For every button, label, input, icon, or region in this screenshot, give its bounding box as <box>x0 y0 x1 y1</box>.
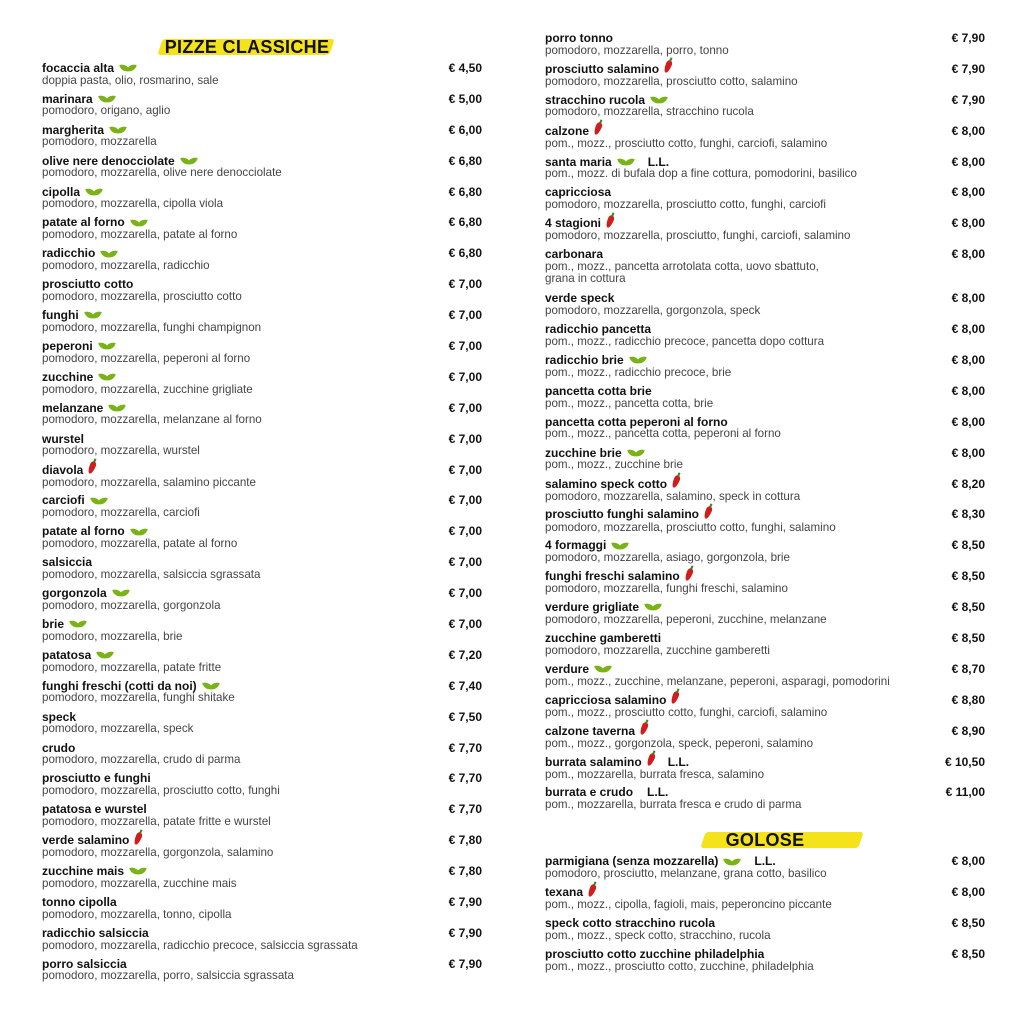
leaf-icon <box>612 542 628 551</box>
menu-item <box>545 385 985 416</box>
item-description: pom., mozz., zucchine, melanzane, peperoni, asparagi, pomodorini <box>545 674 890 688</box>
item-price: € 7,90 <box>448 925 482 940</box>
item-name: radicchio pancetta <box>545 322 652 337</box>
item-price: € 6,80 <box>448 184 482 199</box>
item-description: pomodoro, mozzarella, gorgonzola <box>42 598 221 612</box>
chili-icon <box>641 725 647 738</box>
ll-label: L.L. <box>754 854 776 869</box>
menu-item <box>545 756 985 787</box>
item-name: prosciutto salamino <box>545 61 660 76</box>
item-price: € 7,90 <box>951 31 985 45</box>
item-description: pomodoro, mozzarella, tonno, cipolla <box>42 907 232 921</box>
menu-item <box>42 680 482 711</box>
section-heading-golose <box>545 825 985 855</box>
menu-item <box>545 694 985 725</box>
item-price: € 7,00 <box>448 555 482 570</box>
leaf-icon <box>130 867 146 876</box>
item-description: pomodoro, mozzarella, brie <box>42 629 183 643</box>
leaf-icon <box>99 95 115 104</box>
menu-list-golose <box>545 855 985 979</box>
item-price: € 8,00 <box>951 885 985 900</box>
item-description: pomodoro, prosciutto, melanzane, grana cotto, basilico <box>545 866 827 880</box>
menu-item <box>42 155 482 186</box>
leaf-icon <box>181 157 197 166</box>
menu-item <box>42 371 482 402</box>
item-description: pomodoro, mozzarella, salsiccia sgrassata <box>42 567 261 581</box>
item-description: pomodoro, mozzarella, crudo di parma <box>42 753 241 767</box>
item-price: € 7,00 <box>448 369 482 384</box>
leaf-icon <box>70 620 86 629</box>
item-name: carciofi <box>42 493 85 508</box>
item-price: € 10,50 <box>944 754 985 769</box>
item-price: € 4,50 <box>448 61 482 75</box>
item-price: € 7,70 <box>448 771 482 786</box>
item-description: pomodoro, mozzarella, asiago, gorgonzola, brie <box>545 550 790 564</box>
item-description-line2: grana in cottura <box>545 272 626 286</box>
item-price: € 8,00 <box>951 247 985 262</box>
item-description: pomodoro, mozzarella, porro, salsiccia sgrassata <box>42 969 294 983</box>
item-price: € 8,00 <box>951 445 985 460</box>
item-description: pomodoro, mozzarella, prosciutto cotto <box>42 289 242 303</box>
menu-item <box>42 556 482 587</box>
item-price: € 6,80 <box>448 246 482 261</box>
item-description: pom., mozz., pancetta arrotolata cotta, uovo sbattuto, <box>545 259 819 273</box>
item-name: pancetta cotta peperoni al forno <box>545 414 728 429</box>
item-name: calzone <box>545 123 590 138</box>
menu-item <box>545 886 985 917</box>
menu-column-left <box>42 32 482 989</box>
menu-item <box>42 247 482 278</box>
menu-item <box>545 539 985 570</box>
item-description: pomodoro, mozzarella, zucchine gamberetti <box>545 643 770 657</box>
item-name: speck <box>42 709 77 724</box>
item-description: pom., mozzarella, burrata fresca, salamino <box>545 767 765 781</box>
item-name: zucchine mais <box>42 864 125 879</box>
item-name: stracchino rucola <box>545 92 646 107</box>
item-name: radicchio salsiccia <box>42 925 149 940</box>
item-description: pom., mozz., cipolla, fagioli, mais, peperoncino piccante <box>545 898 832 912</box>
item-name: capricciosa salamino <box>545 692 667 707</box>
item-price: € 8,00 <box>951 322 985 337</box>
leaf-icon <box>724 858 740 867</box>
menu-item <box>545 63 985 94</box>
item-description: pom., mozz., radicchio precoce, brie <box>545 365 732 379</box>
menu-item <box>42 927 482 958</box>
item-price: € 7,70 <box>448 802 482 817</box>
menu-item <box>545 786 985 817</box>
item-name: pancetta cotta brie <box>545 383 652 398</box>
menu-item <box>42 525 482 556</box>
menu-item <box>42 62 482 93</box>
menu-item <box>545 948 985 979</box>
item-name: funghi <box>42 308 79 323</box>
item-description: pomodoro, mozzarella, radicchio precoce, salsiccia sgrassata <box>42 938 358 952</box>
item-description: pom., mozz., radicchio precoce, pancetta dopo cottura <box>545 334 825 348</box>
section-title: PIZZE CLASSICHE <box>164 37 330 57</box>
item-price: € 7,90 <box>448 895 482 910</box>
item-price: € 7,50 <box>448 709 482 724</box>
item-description: pomodoro, mozzarella, prosciutto cotto, funghi, carciofi <box>545 198 826 212</box>
leaf-icon <box>99 342 115 351</box>
menu-column-right <box>545 32 985 979</box>
item-description: pomodoro, mozzarella, speck <box>42 722 194 736</box>
leaf-icon <box>131 219 147 228</box>
item-description: pom., mozz., zucchine brie <box>545 458 683 472</box>
item-name: patate al forno <box>42 524 125 539</box>
item-description: pomodoro, mozzarella, radicchio <box>42 258 210 272</box>
item-name: carbonara <box>545 247 604 262</box>
item-name: prosciutto cotto <box>42 277 134 292</box>
item-description: pomodoro, mozzarella, salamino, speck in cottura <box>545 489 801 503</box>
item-description: pomodoro, mozzarella, gorgonzola, speck <box>545 303 761 317</box>
item-price: € 5,00 <box>448 91 482 106</box>
item-description: pomodoro, mozzarella, gorgonzola, salamino <box>42 846 274 860</box>
menu-item <box>545 292 985 323</box>
item-name: olive nere denocciolate <box>42 153 175 168</box>
menu-item <box>42 587 482 618</box>
menu-item <box>42 865 482 896</box>
menu-item <box>545 186 985 217</box>
item-price: € 8,50 <box>951 947 985 962</box>
item-name: zucchine <box>42 369 94 384</box>
item-description: pomodoro, mozzarella, peperoni, zucchine, melanzane <box>545 612 827 626</box>
item-description: pom., mozz., prosciutto cotto, zucchine, philadelphia <box>545 959 814 973</box>
item-name: brie <box>42 617 65 632</box>
item-description: pomodoro, mozzarella, patate fritte e wurstel <box>42 814 271 828</box>
menu-item <box>545 354 985 385</box>
item-price: € 8,50 <box>951 916 985 931</box>
menu-list-classiche-continued <box>545 32 985 817</box>
item-name: parmigiana (senza mozzarella) <box>545 854 719 869</box>
item-description: pomodoro, mozzarella, wurstel <box>42 444 200 458</box>
menu-item <box>545 632 985 663</box>
menu-item <box>545 447 985 478</box>
menu-item <box>545 601 985 632</box>
leaf-icon <box>203 682 219 691</box>
menu-item <box>42 711 482 742</box>
chili-icon <box>648 756 654 769</box>
item-price: € 7,70 <box>448 740 482 755</box>
leaf-icon <box>628 449 644 458</box>
item-price: € 8,30 <box>951 507 985 522</box>
item-name: calzone taverna <box>545 723 636 738</box>
item-name: focaccia alta <box>42 61 115 75</box>
item-price: € 6,80 <box>448 215 482 230</box>
item-price: € 8,50 <box>951 631 985 646</box>
item-name: diavola <box>42 462 84 477</box>
item-name: burrata salamino <box>545 754 642 769</box>
item-price: € 8,00 <box>951 383 985 398</box>
item-name: speck cotto stracchino rucola <box>545 916 716 931</box>
item-name: funghi freschi (cotti da noi) <box>42 678 197 693</box>
item-price: € 7,00 <box>448 493 482 508</box>
item-description: pomodoro, mozzarella, olive nere denocciolate <box>42 166 282 180</box>
item-price: € 6,80 <box>448 153 482 168</box>
item-name: capricciosa <box>545 185 612 200</box>
item-name: radicchio <box>42 246 96 261</box>
item-description: pomodoro, mozzarella, patate al forno <box>42 228 238 242</box>
item-description: pomodoro, mozzarella, stracchino rucola <box>545 105 754 119</box>
menu-item <box>545 248 985 292</box>
item-name: marinara <box>42 91 93 106</box>
item-description: pomodoro, mozzarella, funghi champignon <box>42 320 262 334</box>
item-description: pomodoro, mozzarella, prosciutto cotto, funghi <box>42 784 280 798</box>
item-name: patatosa <box>42 647 92 662</box>
item-price: € 8,00 <box>951 216 985 231</box>
item-name: patate al forno <box>42 215 125 230</box>
menu-item <box>545 855 985 886</box>
item-name: verde salamino <box>42 833 130 848</box>
item-name: radicchio brie <box>545 353 624 368</box>
ll-label: L.L. <box>667 754 690 769</box>
item-price: € 7,20 <box>448 647 482 662</box>
menu-item <box>545 917 985 948</box>
item-name: burrata e crudo <box>545 785 634 800</box>
item-name: funghi freschi salamino <box>545 569 680 584</box>
item-description: pomodoro, mozzarella, porro, tonno <box>545 43 729 57</box>
menu-item <box>42 216 482 247</box>
item-name: peperoni <box>42 339 93 354</box>
item-description: pomodoro, mozzarella, prosciutto cotto, funghi, salamino <box>545 520 836 534</box>
item-price: € 8,00 <box>951 414 985 429</box>
item-price: € 8,50 <box>951 538 985 553</box>
item-description: pom., mozz., speck cotto, stracchino, rucola <box>545 928 771 942</box>
item-price: € 8,00 <box>951 291 985 306</box>
item-price: € 8,80 <box>951 692 985 707</box>
item-description: pomodoro, mozzarella, melanzane al forno <box>42 413 262 427</box>
item-name: porro salsiccia <box>42 956 127 971</box>
leaf-icon <box>86 188 102 197</box>
item-description: pomodoro, mozzarella, zucchine grigliate <box>42 382 253 396</box>
menu-item <box>42 834 482 865</box>
item-name: verde speck <box>545 291 615 306</box>
item-price: € 8,70 <box>951 661 985 676</box>
item-description: pomodoro, mozzarella, prosciutto, funghi, carciofi, salamino <box>545 229 851 243</box>
item-description: pomodoro, mozzarella, cipolla viola <box>42 197 224 211</box>
item-price: € 8,00 <box>951 123 985 138</box>
item-description: pomodoro, mozzarella, carciofi <box>42 506 200 520</box>
item-name: wurstel <box>42 431 85 446</box>
item-description: pom., mozz., gorgonzola, speck, peperoni, salamino <box>545 736 814 750</box>
item-name: margherita <box>42 122 105 137</box>
item-description: pomodoro, mozzarella, funghi freschi, salamino <box>545 582 788 596</box>
menu-item <box>545 94 985 125</box>
item-price: € 7,80 <box>448 833 482 848</box>
item-description: pomodoro, mozzarella, prosciutto cotto, salamino <box>545 75 798 89</box>
menu-item <box>42 742 482 773</box>
menu-item <box>545 478 985 509</box>
item-description: pom., mozz., pancetta cotta, peperoni al forno <box>545 427 781 441</box>
item-price: € 7,00 <box>448 524 482 539</box>
leaf-icon <box>97 651 113 660</box>
menu-item <box>545 125 985 156</box>
item-description: pom., mozz., prosciutto cotto, funghi, carciofi, salamino <box>545 705 828 719</box>
leaf-icon <box>120 64 136 73</box>
menu-item <box>42 124 482 155</box>
item-price: € 8,00 <box>951 185 985 200</box>
ll-label: L.L. <box>647 785 669 800</box>
item-price: € 7,90 <box>448 956 482 971</box>
item-price: € 7,80 <box>448 864 482 879</box>
leaf-icon <box>91 497 107 506</box>
menu-item <box>545 217 985 248</box>
menu-item <box>42 186 482 217</box>
item-description: pomodoro, mozzarella, patate fritte <box>42 660 222 674</box>
item-price: € 7,00 <box>448 431 482 446</box>
item-name: zucchine gamberetti <box>545 631 662 646</box>
item-price: € 7,00 <box>448 617 482 632</box>
item-price: € 7,00 <box>448 462 482 477</box>
chili-icon <box>595 125 601 138</box>
item-price: € 8,00 <box>951 854 985 869</box>
menu-item <box>42 278 482 309</box>
menu-item <box>545 156 985 187</box>
leaf-icon <box>101 250 117 259</box>
menu-item <box>42 803 482 834</box>
item-price: € 7,00 <box>448 339 482 354</box>
item-name: salamino speck cotto <box>545 476 668 491</box>
item-price: € 8,90 <box>951 723 985 738</box>
item-price: € 7,00 <box>448 400 482 415</box>
item-description: pom., mozz. di bufala dop a fine cottura, pomodorini, basilico <box>545 167 857 181</box>
section-title: GOLOSE <box>725 830 805 851</box>
leaf-icon <box>618 158 634 167</box>
item-price: € 6,00 <box>448 122 482 137</box>
menu-item <box>42 93 482 124</box>
item-description: pomodoro, mozzarella, zucchine mais <box>42 876 237 890</box>
leaf-icon <box>630 356 646 365</box>
menu-item <box>545 323 985 354</box>
leaf-icon <box>109 404 125 413</box>
menu-item <box>42 433 482 464</box>
item-price: € 8,20 <box>951 476 985 491</box>
item-name: prosciutto e funghi <box>42 771 151 786</box>
item-price: € 7,40 <box>448 678 482 693</box>
menu-item <box>42 896 482 927</box>
item-name: crudo <box>42 740 76 755</box>
item-name: 4 stagioni <box>545 216 602 231</box>
item-name: patatosa e wurstel <box>42 802 147 817</box>
menu-list-classiche <box>42 62 482 989</box>
item-name: tonno cipolla <box>42 895 117 910</box>
item-price: € 7,00 <box>448 277 482 292</box>
item-price: € 7,00 <box>448 586 482 601</box>
item-price: € 7,00 <box>448 308 482 323</box>
menu-item <box>42 402 482 433</box>
item-description: pomodoro, origano, aglio <box>42 104 171 118</box>
chili-icon <box>89 464 95 477</box>
item-description: doppia pasta, olio, rosmarino, sale <box>42 73 219 87</box>
item-description: pom., mozzarella, burrata fresca e crudo di parma <box>545 798 802 812</box>
item-price: € 7,90 <box>951 92 985 107</box>
leaf-icon <box>110 126 126 135</box>
ll-label: L.L. <box>647 154 670 169</box>
menu-item <box>42 494 482 525</box>
menu-item <box>545 416 985 447</box>
item-description: pom., mozz., prosciutto cotto, funghi, carciofi, salamino <box>545 136 828 150</box>
item-name: texana <box>545 885 584 900</box>
menu-item <box>545 508 985 539</box>
item-description: pomodoro, mozzarella, patate al forno <box>42 536 238 550</box>
menu-item <box>545 663 985 694</box>
leaf-icon <box>99 373 115 382</box>
menu-item <box>42 464 482 495</box>
item-name: gorgonzola <box>42 586 107 601</box>
leaf-icon <box>113 589 129 598</box>
item-name: 4 formaggi <box>545 538 607 553</box>
item-price: € 8,00 <box>951 353 985 368</box>
item-name: porro tonno <box>545 31 613 45</box>
leaf-icon <box>651 96 667 105</box>
chili-icon <box>673 478 679 491</box>
leaf-icon <box>85 311 101 320</box>
item-name: prosciutto funghi salamino <box>545 507 700 522</box>
item-name: salsiccia <box>42 555 93 570</box>
menu-item <box>42 772 482 803</box>
item-name: verdure grigliate <box>545 600 640 615</box>
leaf-icon <box>595 665 611 674</box>
item-price: € 11,00 <box>945 785 985 800</box>
item-description: pom., mozz., pancetta cotta, brie <box>545 396 714 410</box>
menu-item <box>42 309 482 340</box>
item-price: € 8,00 <box>951 154 985 169</box>
item-name: santa maria <box>545 154 612 169</box>
item-name: melanzane <box>42 400 104 415</box>
leaf-icon <box>645 603 661 612</box>
menu-item <box>42 649 482 680</box>
item-description: pomodoro, mozzarella, funghi shitake <box>42 691 235 705</box>
menu-item <box>545 32 985 63</box>
item-name: prosciutto cotto zucchine philadelphia <box>545 947 765 962</box>
leaf-icon <box>131 528 147 537</box>
item-price: € 7,90 <box>951 61 985 76</box>
menu-item <box>42 618 482 649</box>
menu-item <box>545 725 985 756</box>
item-description: pomodoro, mozzarella, salamino piccante <box>42 475 256 489</box>
item-description: pomodoro, mozzarella <box>42 135 157 149</box>
menu-item <box>545 570 985 601</box>
item-price: € 8,50 <box>951 600 985 615</box>
menu-item <box>42 340 482 371</box>
item-name: cipolla <box>42 184 81 199</box>
item-name: zucchine brie <box>545 445 622 460</box>
menu-item <box>42 958 482 989</box>
chili-icon <box>705 509 711 522</box>
item-name: verdure <box>545 661 590 676</box>
item-price: € 8,50 <box>951 569 985 584</box>
section-heading-pizze-classiche <box>12 32 482 62</box>
item-description: pomodoro, mozzarella, peperoni al forno <box>42 351 251 365</box>
